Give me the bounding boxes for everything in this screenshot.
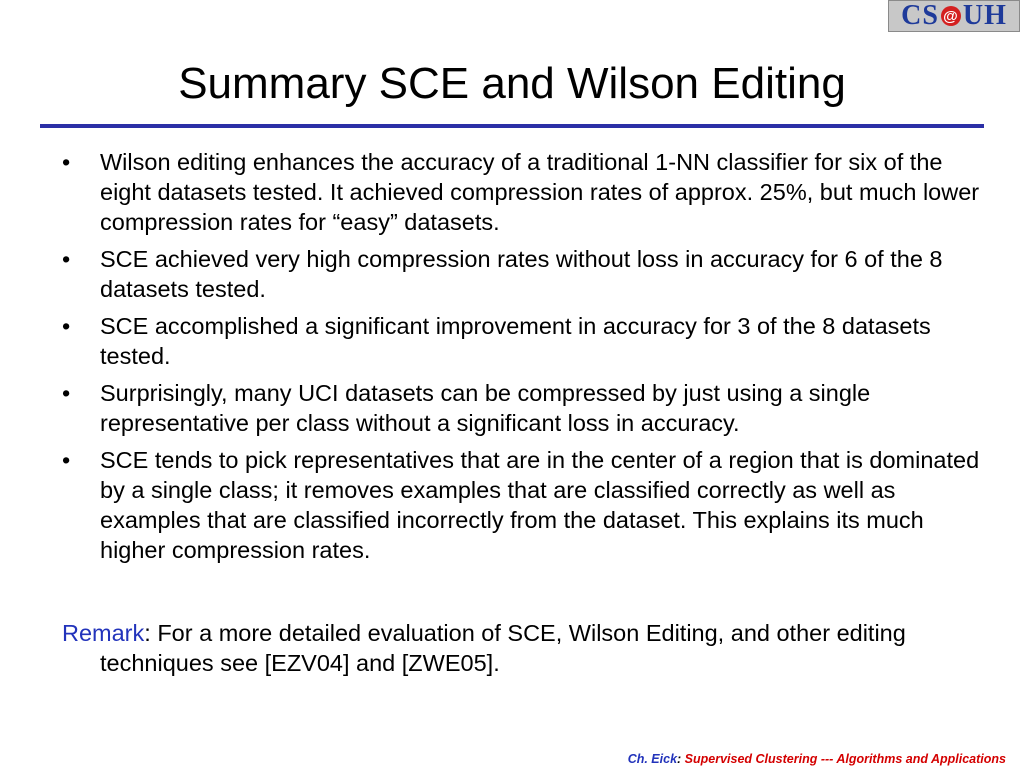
- remark-paragraph: [62, 618, 982, 678]
- cs-uh-logo: [888, 0, 1020, 32]
- bullet-item: [62, 244, 982, 304]
- footer-author: Ch. Eick: [627, 752, 678, 766]
- bullet-icon: •: [62, 246, 71, 272]
- remark-label: Remark: [62, 620, 145, 646]
- bullet-text: Wilson editing enhances the accuracy of a traditional 1-NN classifier for six of the eight datasets tested. It achieved compression rates of approx. 25%, but much lower compression rates for “easy” datasets.: [100, 149, 980, 235]
- bullet-item: [62, 311, 982, 371]
- footer-separator: :: [677, 752, 685, 766]
- slide-footer: [628, 752, 1006, 766]
- bullet-item: [62, 378, 982, 438]
- remark-text: : For a more detailed evaluation of SCE, Wilson Editing, and other editing techniques see [EZV04] and [ZWE05].: [100, 620, 906, 676]
- bullet-text: SCE tends to pick representatives that are in the center of a region that is dominated by a single class; it removes examples that are classified correctly as well as examples that are classified incorrectly from the dataset. This explains its much higher compression rates.: [100, 447, 980, 563]
- bullet-icon: •: [62, 380, 71, 406]
- bullet-item: [62, 445, 982, 565]
- bullet-icon: •: [62, 313, 71, 339]
- slide-title: Summary SCE and Wilson Editing: [178, 59, 846, 108]
- footer-course-title: Supervised Clustering --- Algorithms and Applications: [684, 752, 1006, 766]
- bullet-text: Surprisingly, many UCI datasets can be compressed by just using a single representative per class without a significant loss in accuracy.: [100, 380, 871, 436]
- logo-at-icon: @: [941, 6, 961, 26]
- bullet-icon: •: [62, 447, 71, 473]
- title-divider: [40, 124, 984, 128]
- bullet-text: SCE accomplished a significant improvement in accuracy for 3 of the 8 datasets tested.: [100, 313, 931, 369]
- logo-uh-text: UH: [962, 0, 1007, 31]
- bullet-text: SCE achieved very high compression rates without loss in accuracy for 6 of the 8 datasets tested.: [100, 246, 943, 302]
- bullet-item: [62, 147, 982, 237]
- bullet-icon: •: [62, 149, 71, 175]
- logo-cs-text: CS: [901, 0, 939, 31]
- bullet-list: [62, 147, 982, 572]
